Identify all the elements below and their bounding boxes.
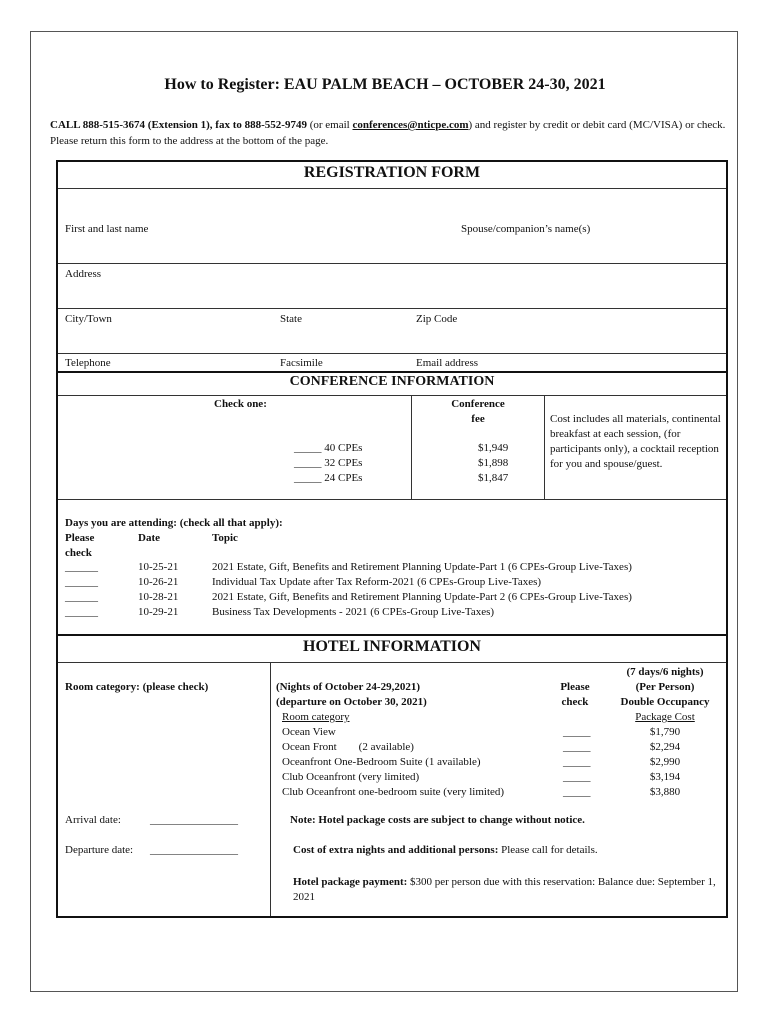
room-check-3[interactable]: _____ bbox=[563, 756, 591, 768]
divider bbox=[58, 371, 726, 373]
registration-heading: REGISTRATION FORM bbox=[303, 164, 481, 181]
zip-field-label[interactable]: Zip Code bbox=[416, 313, 458, 325]
email-field-label[interactable]: Email address bbox=[416, 357, 479, 369]
divider bbox=[58, 263, 726, 264]
extra-nights-text: Please call for details. bbox=[498, 844, 598, 856]
pkg-header-1: (7 days/6 nights) bbox=[626, 666, 704, 678]
day-check-2[interactable]: ______ bbox=[65, 576, 98, 588]
day-date-4: 10-29-21 bbox=[138, 606, 179, 618]
room-name-5: Club Oceanfront one-bedroom suite (very limited) bbox=[282, 786, 505, 798]
room-cost-5: $3,880 bbox=[649, 786, 681, 798]
room-cost-3: $2,990 bbox=[649, 756, 681, 768]
page-title: How to Register: EAU PALM BEACH – OCTOBER 24-30, 2021 bbox=[164, 76, 606, 93]
name-field-label[interactable]: First and last name bbox=[65, 223, 149, 235]
cpe-option-32[interactable]: _____ 32 CPEs bbox=[294, 457, 363, 469]
days-heading: Days you are attending: (check all that apply): bbox=[65, 517, 283, 529]
day-date-2: 10-26-21 bbox=[138, 576, 179, 588]
day-topic-3: 2021 Estate, Gift, Benefits and Retirement Planning Update-Part 2 (6 CPEs-Group Live-Taxes) bbox=[212, 591, 632, 603]
payment-paragraph bbox=[293, 875, 718, 905]
extra-nights-label: Cost of extra nights and additional persons: bbox=[293, 844, 499, 856]
room-check-1[interactable]: _____ bbox=[563, 726, 591, 738]
room-cost-4: $3,194 bbox=[649, 771, 681, 783]
departure-label: Departure date: bbox=[65, 844, 134, 856]
pkg-header-3: Double Occupancy bbox=[620, 696, 710, 708]
divider bbox=[58, 499, 726, 500]
divider bbox=[544, 395, 545, 499]
intro-post-email: ) and register by credit or debit card (MC/VISA) or check. Please return this form to the address at the bottom of the page. bbox=[50, 119, 726, 147]
conference-heading: CONFERENCE INFORMATION bbox=[289, 374, 495, 389]
cpe-option-24[interactable]: _____ 24 CPEs bbox=[294, 472, 363, 484]
divider bbox=[58, 188, 726, 189]
divider bbox=[58, 662, 726, 663]
nights-line-2: (departure on October 30, 2021) bbox=[276, 696, 427, 708]
address-field-label[interactable]: Address bbox=[65, 268, 102, 280]
divider bbox=[58, 308, 726, 309]
pkg-header-4: Package Cost bbox=[635, 711, 695, 723]
day-date-3: 10-28-21 bbox=[138, 591, 179, 603]
spouse-field-label[interactable]: Spouse/companion’s name(s) bbox=[461, 223, 591, 235]
payment-label: Hotel package payment: bbox=[293, 876, 408, 888]
room-cost-2: $2,294 bbox=[649, 741, 681, 753]
cost-note: Cost includes all materials, continental breakfast at each session, (for participants only), a cocktail reception for you and spouse/guest. bbox=[550, 413, 721, 470]
payment-text: $300 per person due with this reservation: Balance due: September 1, 2021 bbox=[293, 876, 716, 903]
room-cost-1: $1,790 bbox=[649, 726, 681, 738]
check-one-label: Check one: bbox=[214, 398, 267, 410]
intro-call: CALL 888-515-3674 (Extension 1), fax to 888-552-9749 bbox=[50, 119, 307, 131]
registration-page bbox=[30, 31, 738, 992]
city-field-label[interactable]: City/Town bbox=[65, 313, 112, 325]
room-name-1: Ocean View bbox=[282, 726, 336, 738]
day-check-3[interactable]: ______ bbox=[65, 591, 98, 603]
day-check-1[interactable]: ______ bbox=[65, 561, 98, 573]
room-check-5[interactable]: _____ bbox=[563, 786, 591, 798]
room-name-4: Club Oceanfront (very limited) bbox=[282, 771, 420, 783]
day-date-1: 10-25-21 bbox=[138, 561, 179, 573]
cpe-option-40[interactable]: _____ 40 CPEs bbox=[294, 442, 363, 454]
room-check-4[interactable]: _____ bbox=[563, 771, 591, 783]
telephone-field-label[interactable]: Telephone bbox=[65, 357, 111, 369]
please-check-1: Please bbox=[560, 681, 590, 693]
arrival-date-field[interactable]: ________________ bbox=[150, 814, 238, 826]
pkg-header-2: (Per Person) bbox=[635, 681, 695, 693]
extra-nights-line bbox=[293, 844, 598, 856]
hotel-heading: HOTEL INFORMATION bbox=[303, 638, 481, 655]
room-category-label: Room category: (please check) bbox=[65, 681, 209, 693]
days-col-check-2: check bbox=[65, 547, 92, 559]
fee-32: $1,898 bbox=[478, 457, 509, 469]
room-category-sub: Room category bbox=[282, 711, 350, 723]
days-col-topic: Topic bbox=[212, 532, 238, 544]
arrival-label: Arrival date: bbox=[65, 814, 121, 826]
departure-date-field[interactable]: ________________ bbox=[150, 844, 238, 856]
fax-field-label[interactable]: Facsimile bbox=[280, 357, 323, 369]
day-topic-2: Individual Tax Update after Tax Reform-2021 (6 CPEs-Group Live-Taxes) bbox=[212, 576, 542, 588]
day-check-4[interactable]: ______ bbox=[65, 606, 98, 618]
nights-line-1: (Nights of October 24-29,2021) bbox=[276, 681, 420, 693]
days-col-date: Date bbox=[138, 532, 160, 544]
divider bbox=[270, 662, 271, 916]
intro-pre-email: (or email bbox=[306, 119, 353, 131]
divider bbox=[58, 395, 726, 396]
divider bbox=[411, 395, 412, 499]
fee-40: $1,949 bbox=[478, 442, 509, 454]
day-topic-1: 2021 Estate, Gift, Benefits and Retirement Planning Update-Part 1 (6 CPEs-Group Live-Taxes) bbox=[212, 561, 632, 573]
room-name-2: Ocean Front (2 available) bbox=[282, 741, 414, 753]
intro-paragraph bbox=[50, 117, 730, 149]
fee-header-1: Conference bbox=[451, 398, 505, 410]
state-field-label[interactable]: State bbox=[280, 313, 302, 325]
hotel-note: Note: Hotel package costs are subject to change without notice. bbox=[290, 814, 585, 826]
day-topic-4: Business Tax Developments - 2021 (6 CPEs-Group Live-Taxes) bbox=[212, 606, 495, 618]
room-name-3: Oceanfront One-Bedroom Suite (1 available) bbox=[282, 756, 481, 768]
registration-frame bbox=[56, 160, 728, 918]
days-col-check-1: Please bbox=[65, 532, 95, 544]
fee-header-2: fee bbox=[471, 413, 485, 425]
fee-24: $1,847 bbox=[478, 472, 509, 484]
please-check-2: check bbox=[561, 696, 589, 708]
divider bbox=[58, 353, 726, 354]
room-check-2[interactable]: _____ bbox=[563, 741, 591, 753]
email-link[interactable]: conferences@nticpe.com bbox=[352, 119, 469, 131]
divider bbox=[58, 634, 726, 636]
